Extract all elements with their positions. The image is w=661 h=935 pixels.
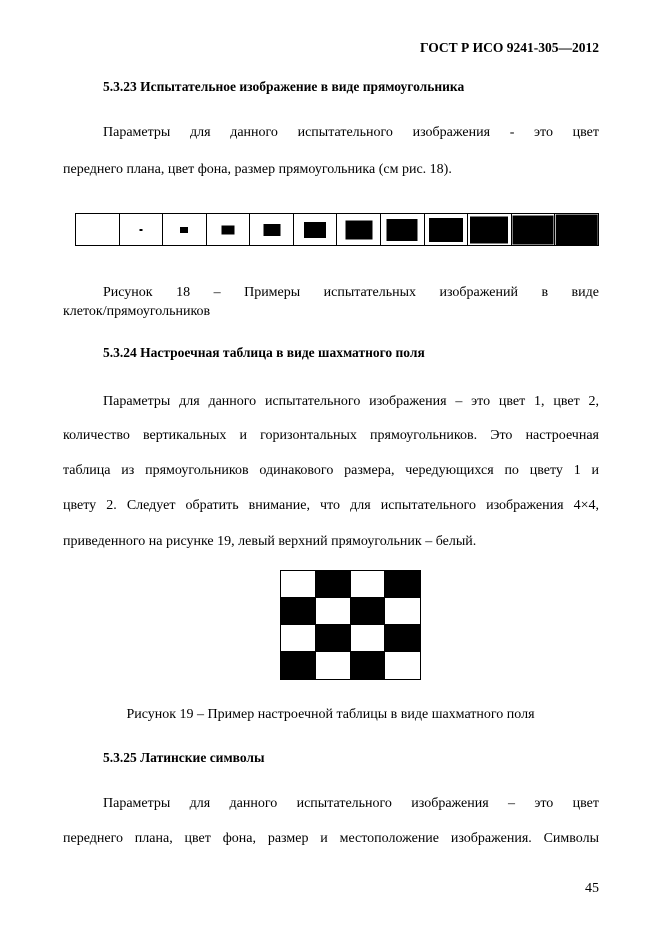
figure-18-rectangle [263, 224, 280, 236]
section-5-3-25-heading: 5.3.25 Латинские символы [103, 750, 265, 765]
section-5-3-25-line-1: Параметры для данного испытательного изображения – это цвет [103, 796, 599, 811]
checker-cell [316, 625, 351, 652]
figure-18-rectangle-strip [75, 213, 599, 246]
document-header: ГОСТ Р ИСО 9241-305—2012 [419, 40, 599, 55]
figure-18-cell [120, 214, 164, 245]
figure-19-caption: Рисунок 19 – Пример настроечной таблицы в виде шахматного поля [126, 707, 535, 722]
checker-cell [351, 652, 386, 679]
section-5-3-24-line-5: приведенного на рисунке 19, левый верхний прямоугольник – белый. [63, 534, 477, 549]
checker-cell [385, 598, 420, 625]
figure-18-cell [250, 214, 294, 245]
figure-18-rectangle [387, 219, 418, 241]
section-5-3-24-line-2: количество вертикальных и горизонтальных прямоугольников. Это настроечная [63, 428, 599, 443]
figure-18-rectangle [470, 216, 508, 243]
section-5-3-23-line-1: Параметры для данного испытательного изображения - это цвет [103, 125, 599, 140]
checker-cell [316, 598, 351, 625]
section-5-3-23-line-2: переднего плана, цвет фона, размер прямоугольника (см рис. 18). [63, 162, 452, 177]
figure-18-rectangle [513, 215, 554, 244]
figure-18-rectangle [345, 220, 372, 239]
checker-cell [351, 598, 386, 625]
section-5-3-24-heading: 5.3.24 Настроечная таблица в виде шахматного поля [103, 345, 425, 360]
figure-18-cell [337, 214, 381, 245]
figure-18-cell [163, 214, 207, 245]
figure-18-cell [207, 214, 251, 245]
figure-18-cell [512, 214, 556, 245]
figure-18-cell [381, 214, 425, 245]
figure-18-cell [555, 214, 598, 245]
section-5-3-24-line-1: Параметры для данного испытательного изображения – это цвет 1, цвет 2, [103, 394, 599, 409]
figure-18-cell [76, 214, 120, 245]
section-5-3-24-line-3: таблица из прямоугольников одинакового размера, чередующихся по цвету 1 и [63, 463, 599, 478]
figure-18-rectangle [222, 225, 235, 234]
checker-cell [316, 571, 351, 598]
checker-cell [385, 652, 420, 679]
figure-18-cell [425, 214, 469, 245]
figure-19-checkerboard [280, 570, 421, 680]
figure-18-rectangle [429, 218, 463, 242]
checker-cell [281, 625, 316, 652]
figure-18-rectangle [180, 227, 188, 233]
checker-cell [385, 571, 420, 598]
checker-cell [316, 652, 351, 679]
figure-18-rectangle [555, 214, 598, 245]
checker-cell [351, 571, 386, 598]
figure-18-caption-line-1: Рисунок 18 – Примеры испытательных изображений в виде [103, 285, 599, 300]
checker-cell [281, 652, 316, 679]
section-5-3-25-line-2: переднего плана, цвет фона, размер и местоположение изображения. Символы [63, 831, 599, 846]
checker-cell [351, 625, 386, 652]
figure-18-cell [468, 214, 512, 245]
figure-18-caption-line-2: клеток/прямоугольников [63, 304, 211, 319]
page-number: 45 [585, 881, 599, 896]
figure-18-rectangle [139, 229, 142, 231]
section-5-3-24-line-4: цвету 2. Следует обратить внимание, что для испытательного изображения 4×4, [63, 498, 599, 513]
checker-cell [281, 571, 316, 598]
figure-18-rectangle [304, 222, 326, 238]
checker-cell [281, 598, 316, 625]
figure-18-cell [294, 214, 338, 245]
checker-cell [385, 625, 420, 652]
section-5-3-23-heading: 5.3.23 Испытательное изображение в виде прямоугольника [103, 79, 465, 94]
